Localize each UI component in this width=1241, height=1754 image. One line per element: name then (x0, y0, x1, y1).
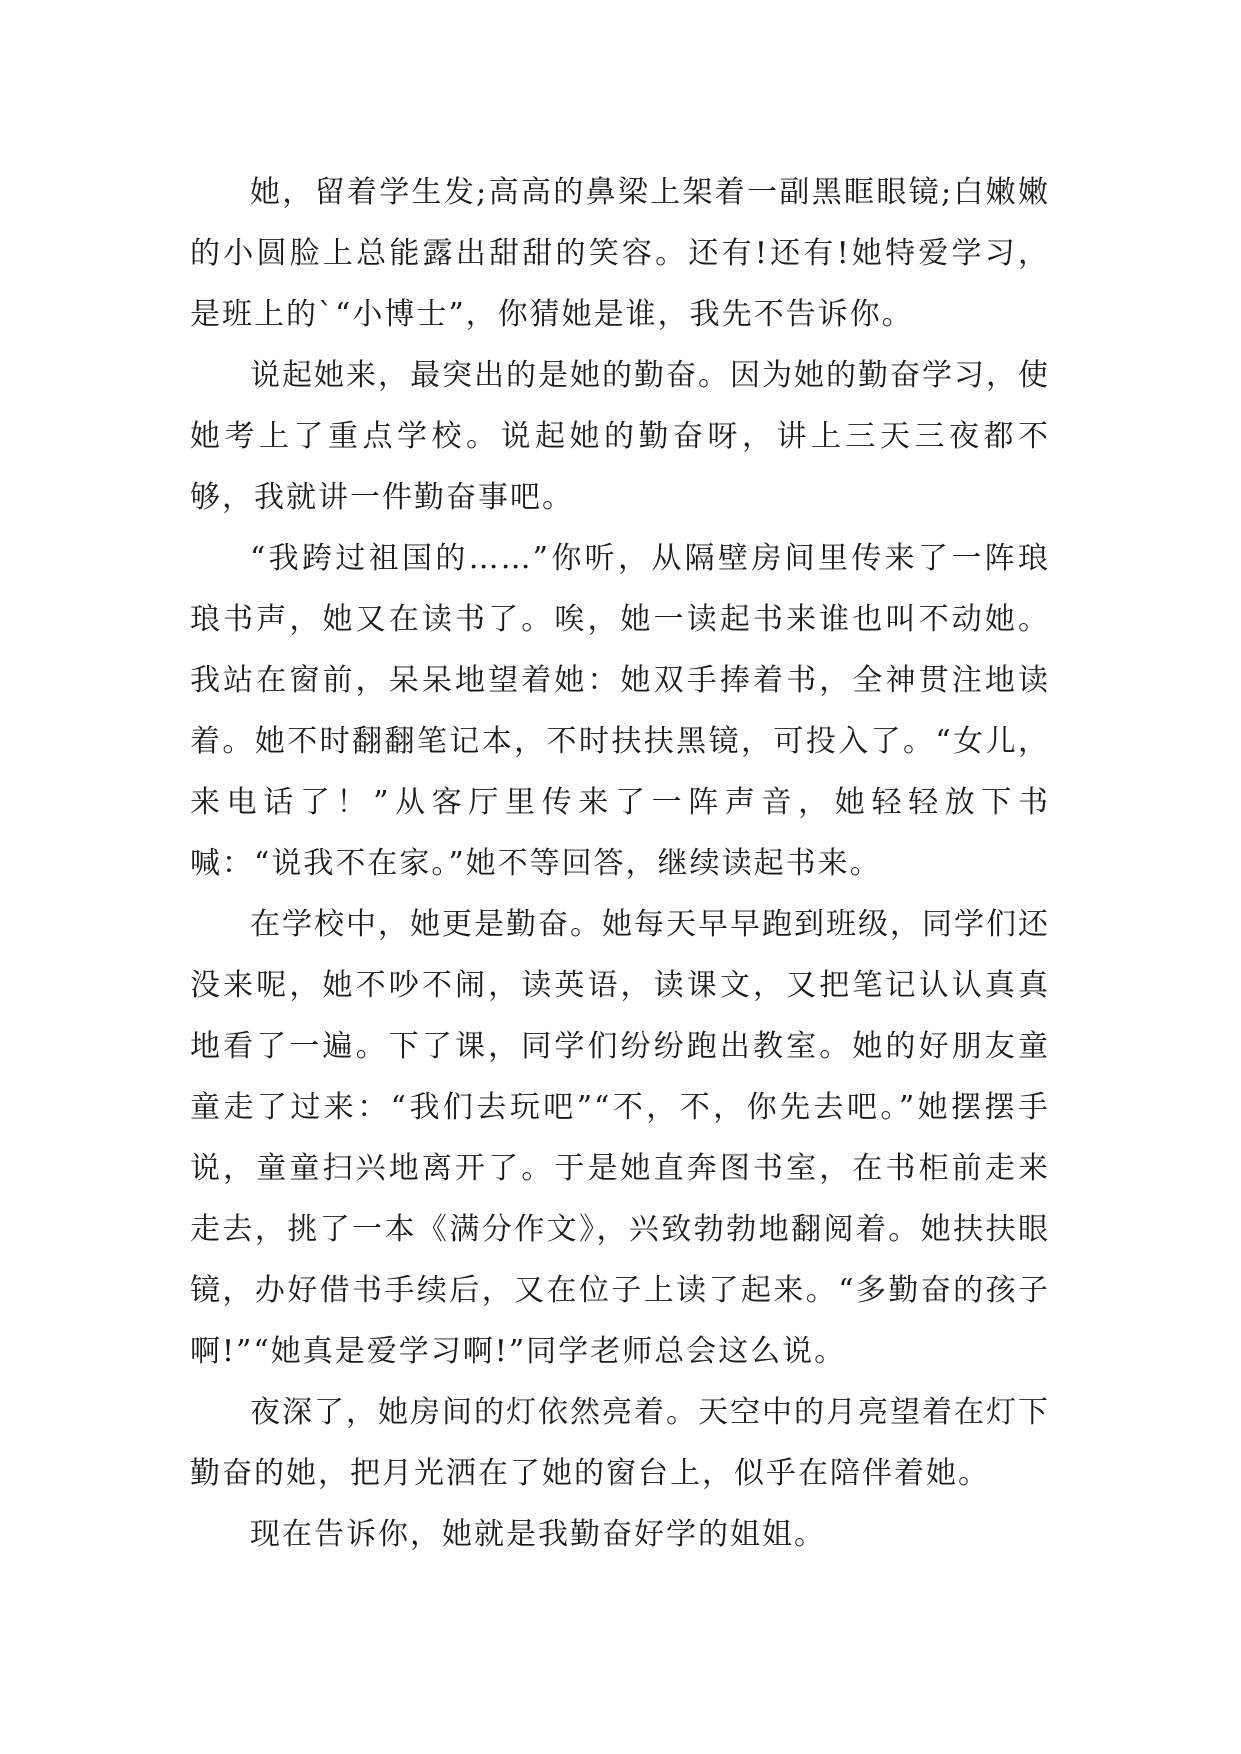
paragraph-2: 说起她来，最突出的是她的勤奋。因为她的勤奋学习，使她考上了重点学校。说起她的勤奋呀，讲上三天三夜都不够，我就讲一件勤奋事吧。 (190, 358, 1050, 515)
paragraph-5: 夜深了，她房间的灯依然亮着。天空中的月亮望着在灯下勤奋的她，把月光洒在了她的窗台上，似乎在陪伴着她。 (190, 1395, 1050, 1491)
paragraph-3: “我跨过祖国的……”你听，从隔壁房间里传来了一阵琅琅书声，她又在读书了。唉，她一读起书来谁也叫不动她。我站在窗前，呆呆地望着她：她双手捧着书，全神贯注地读着。她不时翻翻笔记本，不时扶扶黑镜，可投入了。“女儿，来电话了！”从客厅里传来了一阵声音，她轻轻放下书喊：“说我不在家。”她不等回答，继续读起书来。 (190, 541, 1050, 881)
paragraph-4: 在学校中，她更是勤奋。她每天早早跑到班级，同学们还没来呢，她不吵不闹，读英语，读课文，又把笔记认认真真地看了一遍。下了课，同学们纷纷跑出教室。她的好朋友童童走了过来：“我们去玩吧”“不，不，你先去吧。”她摆摆手说，童童扫兴地离开了。于是她直奔图书室，在书柜前走来走去，挑了一本《满分作文》，兴致勃勃地翻阅着。她扶扶眼镜，办好借书手续后，又在位子上读了起来。“多勤奋的孩子啊!”“她真是爱学习啊!”同学老师总会这么说。 (190, 907, 1050, 1369)
document-page (190, 162, 1050, 1565)
paragraph-6: 现在告诉你，她就是我勤奋好学的姐姐。 (250, 1517, 826, 1552)
paragraph-1: 她，留着学生发;高高的鼻梁上架着一副黑眶眼镜;白嫩嫩的小圆脸上总能露出甜甜的笑容。还有!还有!她特爱学习，是班上的`“小博士”，你猜她是谁，我先不告诉你。 (190, 175, 1050, 332)
